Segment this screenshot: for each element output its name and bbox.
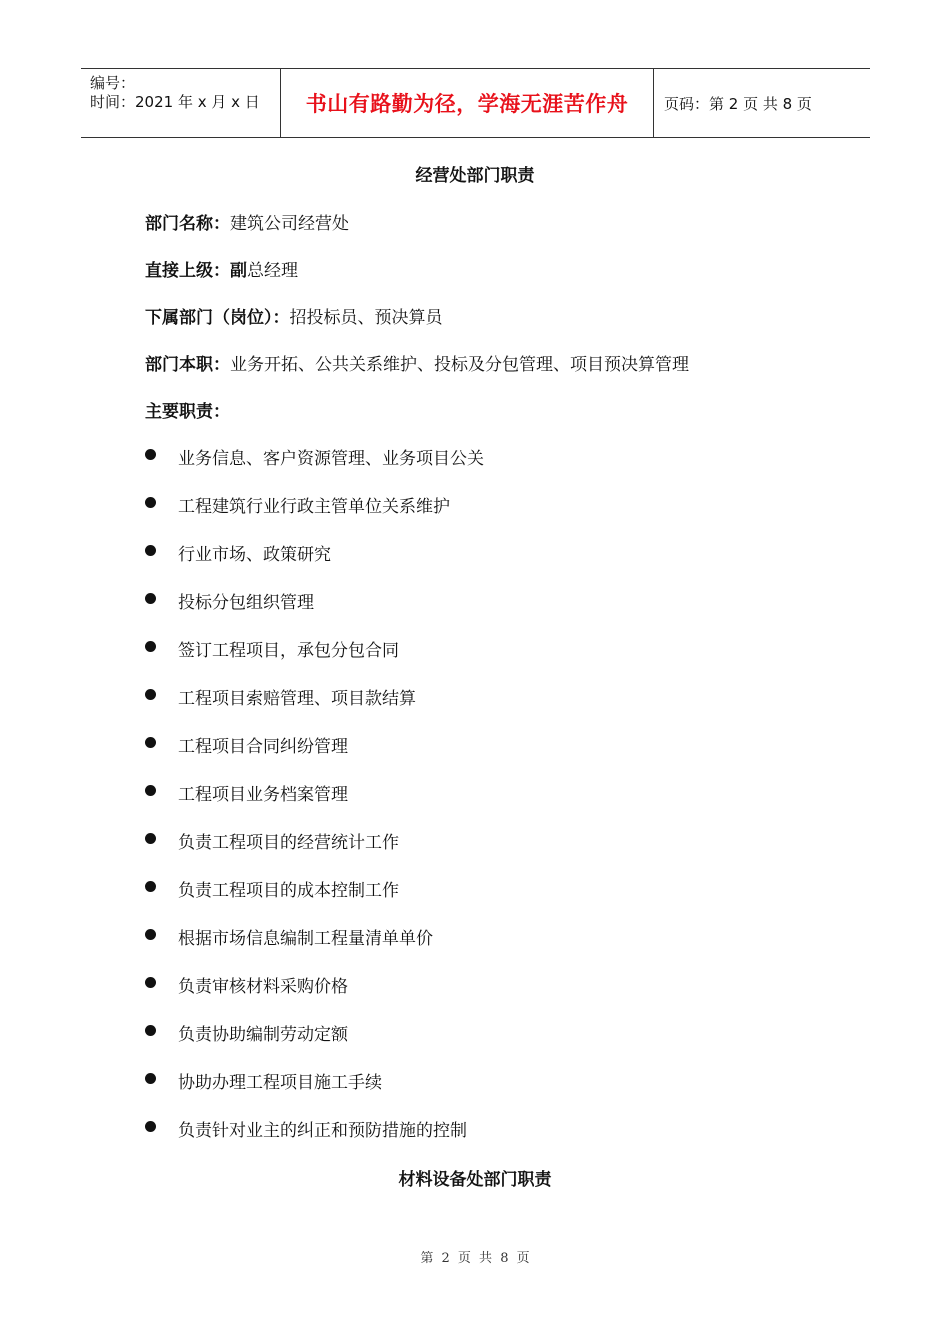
- duty-text: 负责工程项目的经营统计工作: [178, 833, 399, 853]
- duty-text: 负责协助编制劳动定额: [178, 1025, 348, 1045]
- duty-text: 工程建筑行业行政主管单位关系维护: [178, 497, 450, 517]
- field-direct-superior: [145, 256, 298, 281]
- list-item: [145, 540, 484, 588]
- bullet-icon: [145, 881, 156, 892]
- duty-text: 行业市场、政策研究: [178, 545, 331, 565]
- header-number-label: 编号：: [90, 74, 136, 92]
- field-value: 招投标员、预决算员: [289, 308, 443, 328]
- header-motto: 书山有路勤为径，学海无涯苦作舟: [305, 92, 629, 116]
- duty-text: 签订工程项目，承包分包合同: [178, 641, 399, 661]
- duty-text: 业务信息、客户资源管理、业务项目公关: [178, 449, 484, 469]
- list-item: [145, 636, 484, 684]
- field-label: 部门本职：: [145, 355, 230, 375]
- bullet-icon: [145, 449, 156, 460]
- field-value: 建筑公司经营处: [230, 214, 349, 234]
- duty-text: 投标分包组织管理: [178, 593, 314, 613]
- header-motto-cell: [281, 69, 654, 137]
- list-item: [145, 492, 484, 540]
- field-value: 业务开拓、公共关系维护、投标及分包管理、项目预决算管理: [230, 355, 689, 375]
- field-department-function: [145, 350, 689, 375]
- bullet-icon: [145, 497, 156, 508]
- bullet-icon: [145, 737, 156, 748]
- bullet-icon: [145, 1121, 156, 1132]
- header-page-info: 页码：第 2 页 共 8 页: [664, 94, 812, 113]
- list-item: [145, 876, 484, 924]
- duty-text: 工程项目业务档案管理: [178, 785, 348, 805]
- field-label: 下属部门（岗位）：: [145, 308, 290, 328]
- header-time-label: 时间：2021 年 x 月 x 日: [90, 93, 260, 111]
- list-item: [145, 684, 484, 732]
- list-item: [145, 588, 484, 636]
- field-label: 直接上级：副: [145, 261, 247, 281]
- list-item: [145, 924, 484, 972]
- section-title-materials: 材料设备处部门职责: [398, 1170, 552, 1190]
- bullet-icon: [145, 1073, 156, 1084]
- field-label: 主要职责：: [145, 402, 230, 422]
- bullet-icon: [145, 641, 156, 652]
- bullet-icon: [145, 785, 156, 796]
- list-item: [145, 1020, 484, 1068]
- field-main-duties: [145, 397, 230, 422]
- field-value: 总经理: [247, 261, 298, 281]
- list-item: [145, 1068, 484, 1116]
- field-subordinate-positions: [145, 303, 443, 328]
- list-item: [145, 972, 484, 1020]
- list-item: [145, 444, 484, 492]
- document-header: [81, 68, 870, 138]
- duty-text: 负责工程项目的成本控制工作: [178, 881, 399, 901]
- page-footer: 第 2 页 共 8 页: [420, 1251, 530, 1266]
- field-label: 部门名称：: [145, 214, 230, 234]
- list-item: [145, 732, 484, 780]
- bullet-icon: [145, 929, 156, 940]
- duty-text: 工程项目索赔管理、项目款结算: [178, 689, 416, 709]
- list-item: [145, 828, 484, 876]
- bullet-icon: [145, 1025, 156, 1036]
- bullet-icon: [145, 593, 156, 604]
- duty-text: 负责审核材料采购价格: [178, 977, 348, 997]
- list-item: [145, 1116, 484, 1164]
- bullet-icon: [145, 689, 156, 700]
- duty-text: 协助办理工程项目施工手续: [178, 1073, 382, 1093]
- duties-list: [145, 444, 484, 1164]
- bullet-icon: [145, 545, 156, 556]
- field-department-name: [145, 209, 349, 234]
- duty-text: 根据市场信息编制工程量清单单价: [178, 929, 433, 949]
- header-page-info-cell: [654, 69, 870, 137]
- header-meta: [81, 69, 281, 137]
- bullet-icon: [145, 977, 156, 988]
- section-title-business: 经营处部门职责: [415, 166, 535, 186]
- duty-text: 工程项目合同纠纷管理: [178, 737, 348, 757]
- duty-text: 负责针对业主的纠正和预防措施的控制: [178, 1121, 467, 1141]
- list-item: [145, 780, 484, 828]
- bullet-icon: [145, 833, 156, 844]
